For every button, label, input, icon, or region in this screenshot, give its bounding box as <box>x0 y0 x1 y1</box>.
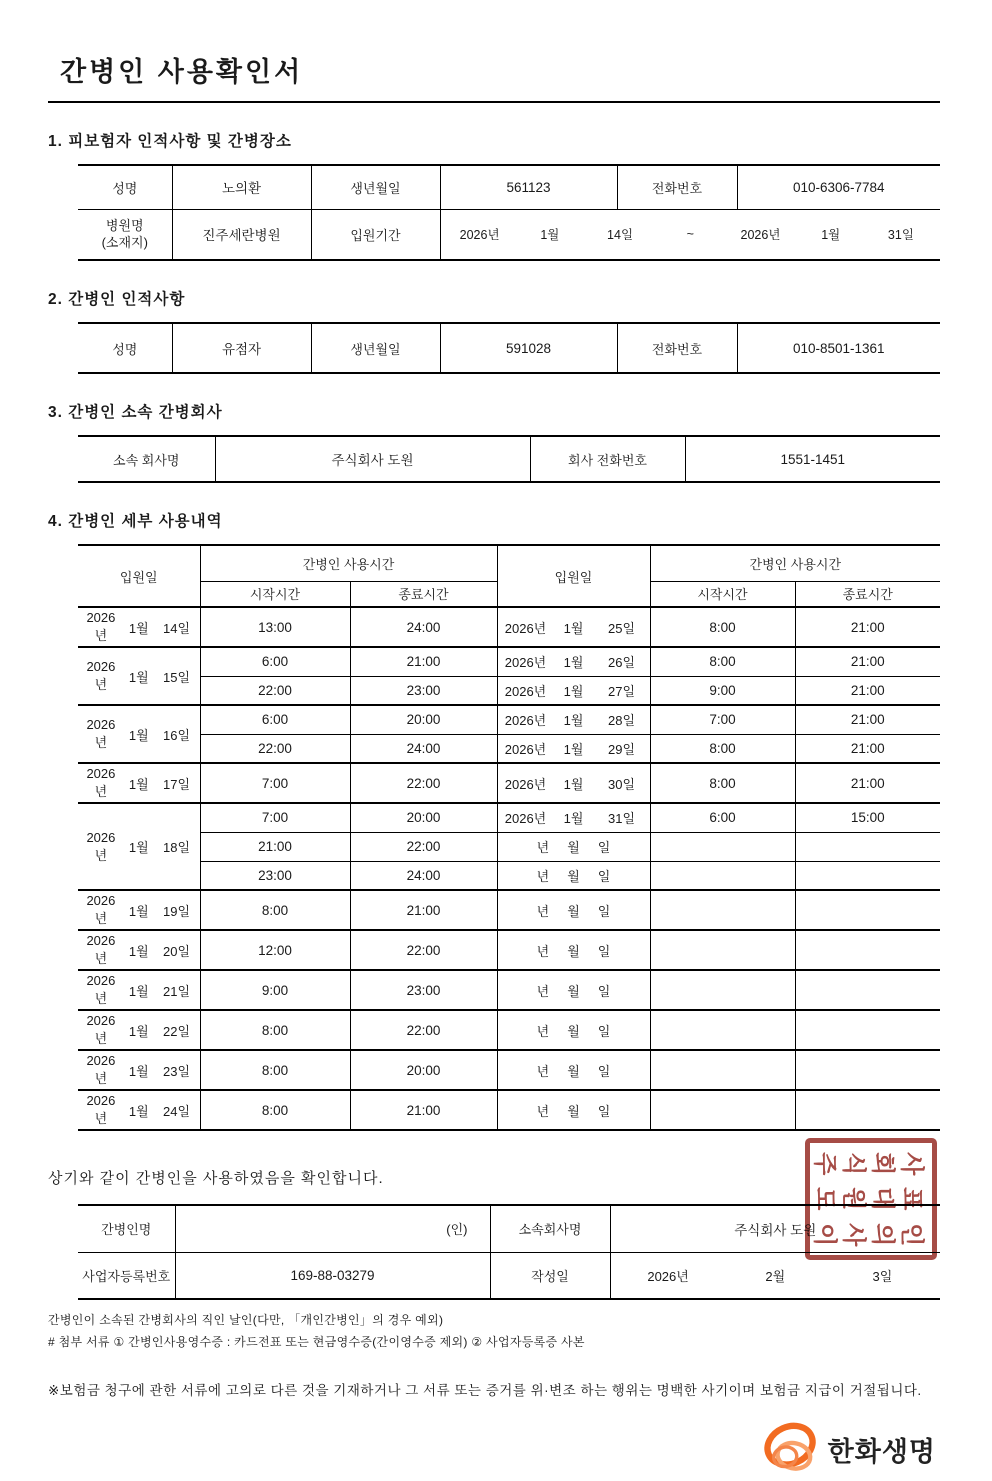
end-time-cell: 21:00 <box>350 647 497 676</box>
end-time-cell: 21:00 <box>795 763 940 803</box>
date-month: 1월 <box>128 727 149 743</box>
hospital-value: 진주세란병원 <box>172 209 311 260</box>
start-time-cell: 8:00 <box>650 763 795 803</box>
period-to-month: 1월 <box>821 228 841 243</box>
admission-date-cell <box>78 930 200 970</box>
end-time-cell: 21:00 <box>795 705 940 734</box>
start-time-cell: 23:00 <box>200 861 350 890</box>
date-year: 2026년 <box>86 893 116 926</box>
company-label: 소속 회사명 <box>78 436 215 482</box>
end-time-cell: 22:00 <box>350 832 497 861</box>
start-time-cell: 22:00 <box>200 734 350 763</box>
date-day: 17일 <box>163 776 191 792</box>
section3-heading: 3. 간병인 소속 간병회사 <box>48 404 223 421</box>
business-number-value: 169-88-03279 <box>175 1252 490 1299</box>
seal-char: 도 <box>811 1187 838 1211</box>
date-day: 18일 <box>163 840 191 855</box>
col-end-time: 종료시간 <box>350 581 497 607</box>
table-row <box>78 323 940 373</box>
date-month: 1월 <box>128 776 149 792</box>
date-day: 일 <box>597 903 611 919</box>
end-time-cell <box>795 970 940 1010</box>
admission-date-cell <box>497 832 650 861</box>
end-time-cell: 24:00 <box>350 734 497 763</box>
date-year: 년 <box>536 983 550 999</box>
start-time-cell: 22:00 <box>200 676 350 705</box>
start-time-cell <box>650 861 795 890</box>
date-day: 15일 <box>163 669 191 685</box>
start-time-cell: 8:00 <box>650 734 795 763</box>
usage-row <box>78 1090 940 1130</box>
birth-label: 생년월일 <box>311 323 440 373</box>
admission-date-cell <box>497 705 650 734</box>
start-time-cell: 8:00 <box>650 647 795 676</box>
date-month: 월 <box>567 903 580 919</box>
seal-char: 회 <box>869 1152 896 1176</box>
name-value: 유점자 <box>172 323 311 373</box>
date-day: 23일 <box>163 1063 191 1079</box>
date-year: 2026년 <box>86 659 116 692</box>
admission-date-cell <box>497 861 650 890</box>
start-time-cell <box>650 1010 795 1050</box>
date-day: 21일 <box>163 983 191 999</box>
date-day: 25일 <box>607 620 636 636</box>
company-phone-value: 1551-1451 <box>685 436 940 482</box>
start-time-cell: 9:00 <box>200 970 350 1010</box>
admission-date-cell <box>497 607 650 647</box>
period-label: 입원기간 <box>311 209 440 260</box>
section2-heading: 2. 간병인 인적사항 <box>48 291 186 308</box>
date-month: 1월 <box>128 1103 149 1119</box>
date-month: 1월 <box>563 683 584 699</box>
end-time-cell: 20:00 <box>350 803 497 832</box>
birth-value: 561123 <box>440 165 617 209</box>
admission-date-cell <box>78 890 200 930</box>
date-day: 30일 <box>607 776 636 792</box>
date-day: 16일 <box>163 727 191 743</box>
date-day: 14일 <box>163 620 191 636</box>
hanwha-rings-icon <box>760 1419 822 1481</box>
date-month: 월 <box>567 1023 580 1039</box>
confirmation-text: 상기와 같이 간병인을 사용하였음을 확인합니다. <box>48 1170 384 1187</box>
start-time-cell: 7:00 <box>650 705 795 734</box>
footnote-seal-rule: 간병인이 소속된 간병회사의 직인 날인(다만, 「개인간병인」의 경우 예외) <box>48 1313 444 1327</box>
end-time-cell: 21:00 <box>795 607 940 647</box>
usage-row <box>78 734 940 763</box>
admission-date-cell <box>497 647 650 676</box>
start-time-cell: 8:00 <box>200 1090 350 1130</box>
end-time-cell: 20:00 <box>350 1050 497 1090</box>
seal-char: 의 <box>869 1222 896 1246</box>
start-time-cell <box>650 832 795 861</box>
usage-row <box>78 890 940 930</box>
date-year: 2026년 <box>504 811 547 827</box>
company-phone-label: 회사 전화번호 <box>530 436 685 482</box>
end-time-cell: 24:00 <box>350 861 497 890</box>
end-time-cell: 22:00 <box>350 1010 497 1050</box>
start-time-cell <box>650 970 795 1010</box>
seal-char: 사 <box>898 1152 925 1176</box>
date-year: 년 <box>536 868 550 884</box>
admission-date-cell <box>497 930 650 970</box>
admission-date-cell <box>78 705 200 763</box>
seal-char: 표 <box>898 1187 925 1211</box>
table-header-row <box>78 545 940 581</box>
phone-label: 전화번호 <box>617 323 737 373</box>
title-divider <box>48 101 940 103</box>
page-title: 간병인 사용확인서 <box>60 57 304 87</box>
date-month: 월 <box>567 840 580 855</box>
date-year: 년 <box>536 1063 550 1079</box>
table-row <box>78 436 940 482</box>
period-to-year: 2026년 <box>740 228 781 243</box>
date-day: 3일 <box>872 1268 893 1284</box>
start-time-cell: 6:00 <box>200 647 350 676</box>
date-day: 19일 <box>163 903 191 919</box>
start-time-cell: 8:00 <box>200 1010 350 1050</box>
start-time-cell: 8:00 <box>200 890 350 930</box>
start-time-cell: 8:00 <box>650 607 795 647</box>
date-year: 년 <box>536 840 550 855</box>
end-time-cell: 23:00 <box>350 676 497 705</box>
start-time-cell: 12:00 <box>200 930 350 970</box>
seal-char: 대 <box>869 1187 896 1211</box>
section1-heading: 1. 피보험자 인적사항 및 간병장소 <box>48 133 292 150</box>
footnotes <box>48 1310 940 1353</box>
usage-row <box>78 832 940 861</box>
admission-date-cell <box>497 970 650 1010</box>
admission-date-cell <box>78 970 200 1010</box>
date-year: 2026년 <box>504 713 547 729</box>
date-month: 1월 <box>563 655 584 671</box>
col-start-time: 시작시간 <box>200 581 350 607</box>
date-year: 2026년 <box>504 620 547 636</box>
admission-date-cell <box>497 734 650 763</box>
usage-row <box>78 861 940 890</box>
usage-row <box>78 763 940 803</box>
date-day: 일 <box>597 1063 611 1079</box>
date-year: 2026년 <box>504 655 547 671</box>
birth-value: 591028 <box>440 323 617 373</box>
start-time-cell <box>650 1090 795 1130</box>
admission-date-cell <box>497 1050 650 1090</box>
period-from-day: 14일 <box>607 228 634 243</box>
seal-char: 주 <box>811 1152 838 1176</box>
period-value <box>440 209 940 260</box>
date-day: 31일 <box>607 811 636 827</box>
date-month: 1월 <box>563 620 584 636</box>
date-month: 1월 <box>128 620 149 636</box>
name-label: 성명 <box>78 323 172 373</box>
birth-label: 생년월일 <box>311 165 440 209</box>
col-usage-time: 간병인 사용시간 <box>650 545 940 581</box>
start-time-cell: 6:00 <box>650 803 795 832</box>
company-label: 소속회사명 <box>490 1205 610 1252</box>
date-year: 2026년 <box>86 1053 116 1086</box>
end-time-cell <box>795 1050 940 1090</box>
date-year: 2026년 <box>86 973 116 1006</box>
admission-date-cell <box>497 763 650 803</box>
usage-row <box>78 607 940 647</box>
table-row <box>78 165 940 209</box>
admission-date-cell <box>78 647 200 705</box>
start-time-cell <box>650 930 795 970</box>
date-month: 1월 <box>128 1063 149 1079</box>
date-day: 일 <box>597 983 611 999</box>
usage-row <box>78 1010 940 1050</box>
date-year: 2026년 <box>86 610 116 643</box>
end-time-cell: 20:00 <box>350 705 497 734</box>
date-year: 년 <box>536 943 550 959</box>
end-time-cell <box>795 1090 940 1130</box>
end-time-cell <box>795 930 940 970</box>
date-year: 2026년 <box>86 829 116 863</box>
date-month: 월 <box>567 983 580 999</box>
usage-row <box>78 970 940 1010</box>
col-end-time: 종료시간 <box>795 581 940 607</box>
section4-heading: 4. 간병인 세부 사용내역 <box>48 513 223 530</box>
date-month: 월 <box>567 868 580 884</box>
start-time-cell: 21:00 <box>200 832 350 861</box>
period-from-year: 2026년 <box>459 228 500 243</box>
date-year: 2026년 <box>86 933 116 966</box>
date-month: 1월 <box>563 713 584 729</box>
insured-info-table <box>78 164 940 261</box>
date-year: 2026년 <box>86 1013 116 1046</box>
seal-char: 인 <box>898 1222 925 1246</box>
date-day: 26일 <box>607 655 636 671</box>
end-time-cell: 24:00 <box>350 607 497 647</box>
admission-date-cell <box>497 676 650 705</box>
caregiver-info-table <box>78 322 940 374</box>
date-month: 월 <box>567 1103 580 1119</box>
admission-date-cell <box>78 1050 200 1090</box>
date-month: 월 <box>567 943 580 959</box>
written-date-label: 작성일 <box>490 1252 610 1299</box>
usage-row <box>78 1050 940 1090</box>
hanwha-life-logo <box>48 1419 936 1481</box>
admission-date-cell <box>497 1010 650 1050</box>
start-time-cell <box>650 1050 795 1090</box>
col-start-time: 시작시간 <box>650 581 795 607</box>
date-day: 27일 <box>607 683 636 699</box>
usage-row <box>78 930 940 970</box>
company-seal-stamp <box>805 1138 937 1260</box>
date-month: 1월 <box>128 1023 149 1039</box>
date-day: 일 <box>597 943 611 959</box>
end-time-cell <box>795 832 940 861</box>
start-time-cell: 13:00 <box>200 607 350 647</box>
date-year: 2026년 <box>86 1093 116 1126</box>
caregiver-name-field: (인) <box>175 1205 490 1252</box>
phone-label: 전화번호 <box>617 165 737 209</box>
end-time-cell: 22:00 <box>350 763 497 803</box>
start-time-cell: 8:00 <box>200 1050 350 1090</box>
date-day: 28일 <box>607 713 636 729</box>
end-time-cell <box>795 890 940 930</box>
admission-date-cell <box>78 1010 200 1050</box>
end-time-cell: 21:00 <box>795 734 940 763</box>
end-time-cell: 21:00 <box>350 1090 497 1130</box>
date-day: 일 <box>597 840 611 855</box>
phone-value: 010-8501-1361 <box>737 323 940 373</box>
period-from-month: 1월 <box>540 228 560 243</box>
usage-row <box>78 803 940 832</box>
admission-date-cell <box>78 1090 200 1130</box>
admission-date-cell <box>78 763 200 803</box>
date-month: 1월 <box>563 741 584 757</box>
date-year: 2026년 <box>504 776 547 792</box>
date-month: 1월 <box>128 669 149 685</box>
admission-date-cell <box>497 1090 650 1130</box>
caregiver-name-label: 간병인명 <box>78 1205 175 1252</box>
date-month: 1월 <box>563 776 584 792</box>
company-value: 주식회사 도원 <box>610 1205 940 1252</box>
name-label: 성명 <box>78 165 172 209</box>
business-number-label: 사업자등록번호 <box>78 1252 175 1299</box>
date-month: 월 <box>567 1063 580 1079</box>
date-month: 2월 <box>765 1268 786 1284</box>
end-time-cell <box>795 1010 940 1050</box>
end-time-cell <box>795 861 940 890</box>
end-time-cell: 15:00 <box>795 803 940 832</box>
col-admission-date: 입원일 <box>497 545 650 607</box>
date-year: 2026년 <box>504 741 547 757</box>
date-year: 2026년 <box>86 766 116 799</box>
date-month: 1월 <box>128 943 149 959</box>
start-time-cell: 9:00 <box>650 676 795 705</box>
start-time-cell: 7:00 <box>200 763 350 803</box>
start-time-cell <box>650 890 795 930</box>
date-month: 1월 <box>128 840 149 855</box>
usage-row <box>78 647 940 676</box>
date-month: 1월 <box>563 811 584 827</box>
date-year: 년 <box>536 903 550 919</box>
start-time-cell: 7:00 <box>200 803 350 832</box>
hospital-label <box>78 209 172 260</box>
admission-date-cell <box>78 803 200 890</box>
admission-date-cell <box>78 607 200 647</box>
date-day: 29일 <box>607 741 636 757</box>
admission-date-cell <box>497 890 650 930</box>
fraud-warning-text: ※보험금 청구에 관한 서류에 고의로 다른 것을 기재하거나 그 서류 또는 증거를 위·변조 하는 행위는 명백한 사기이며 보험금 지급이 거절됩니다. <box>48 1383 922 1399</box>
seal-char: 식 <box>840 1152 867 1176</box>
seal-char: 원 <box>840 1187 867 1211</box>
usage-row <box>78 705 940 734</box>
phone-value: 010-6306-7784 <box>737 165 940 209</box>
seal-char: 이 <box>811 1222 838 1246</box>
usage-detail-table <box>78 544 940 1131</box>
date-day: 24일 <box>163 1103 191 1119</box>
table-row <box>78 209 940 260</box>
date-day: 20일 <box>163 943 191 959</box>
period-to-day: 31일 <box>887 228 914 243</box>
hanwha-life-wordmark: 한화생명 <box>827 1437 936 1468</box>
company-value: 주식회사 도원 <box>215 436 530 482</box>
end-time-cell: 23:00 <box>350 970 497 1010</box>
col-usage-time: 간병인 사용시간 <box>200 545 497 581</box>
end-time-cell: 22:00 <box>350 930 497 970</box>
col-admission-date: 입원일 <box>78 545 200 607</box>
end-time-cell: 21:00 <box>795 647 940 676</box>
hospital-label-line2: (소재지) <box>101 235 148 251</box>
date-year: 2026년 <box>86 717 116 750</box>
date-month: 1월 <box>128 983 149 999</box>
start-time-cell: 6:00 <box>200 705 350 734</box>
date-day: 일 <box>597 1023 611 1039</box>
date-year: 년 <box>536 1023 550 1039</box>
date-year: 년 <box>536 1103 550 1119</box>
date-day: 일 <box>597 1103 611 1119</box>
care-company-table <box>78 435 940 483</box>
date-year: 2026년 <box>647 1268 689 1284</box>
seal-char: 사 <box>840 1222 867 1246</box>
period-tilde: ~ <box>686 227 694 242</box>
date-year: 2026년 <box>504 683 547 699</box>
usage-row <box>78 676 940 705</box>
date-day: 일 <box>597 868 611 884</box>
hospital-label-line1: 병원명 <box>105 217 144 233</box>
date-month: 1월 <box>128 903 149 919</box>
footnote-attachments: # 첨부 서류 ① 간병인사용영수증 : 카드전표 또는 현금영수증(간이영수증 제외) ② 사업자등록증 사본 <box>48 1334 585 1349</box>
end-time-cell: 21:00 <box>350 890 497 930</box>
date-day: 22일 <box>163 1023 191 1039</box>
end-time-cell: 21:00 <box>795 676 940 705</box>
admission-date-cell <box>497 803 650 832</box>
name-value: 노의환 <box>172 165 311 209</box>
